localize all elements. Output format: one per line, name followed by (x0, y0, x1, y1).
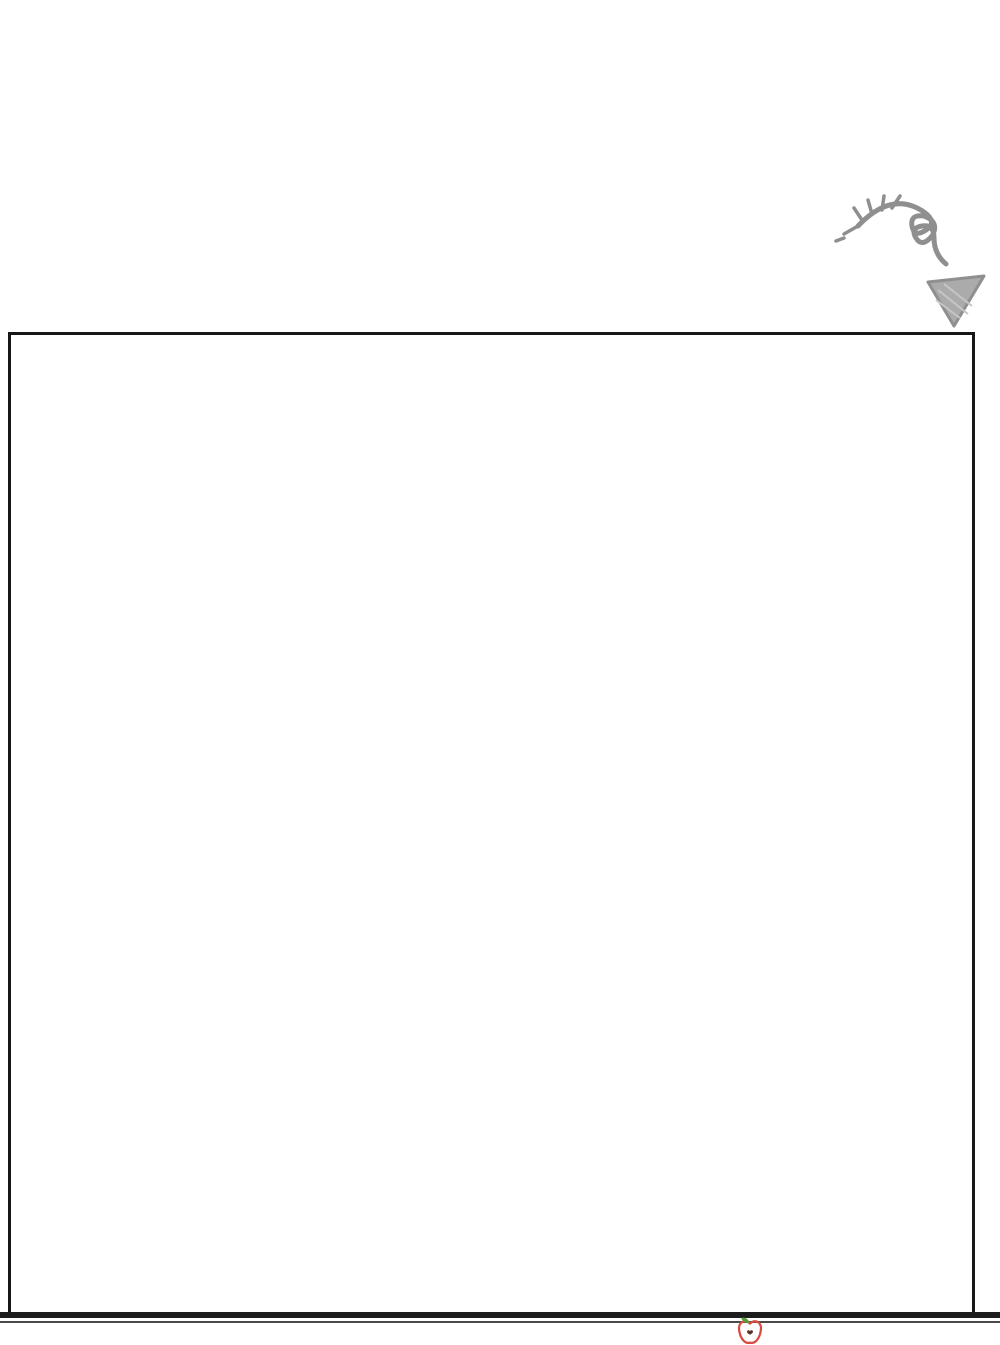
curly-arrow-icon (832, 186, 992, 336)
bottom-border-line-2 (0, 1321, 1000, 1323)
find-someone-grid (8, 332, 975, 1312)
teachervision-logo (736, 1316, 765, 1345)
instructions-text (38, 180, 968, 223)
bottom-border-line (0, 1312, 1000, 1318)
apple-logo-icon (736, 1316, 764, 1345)
